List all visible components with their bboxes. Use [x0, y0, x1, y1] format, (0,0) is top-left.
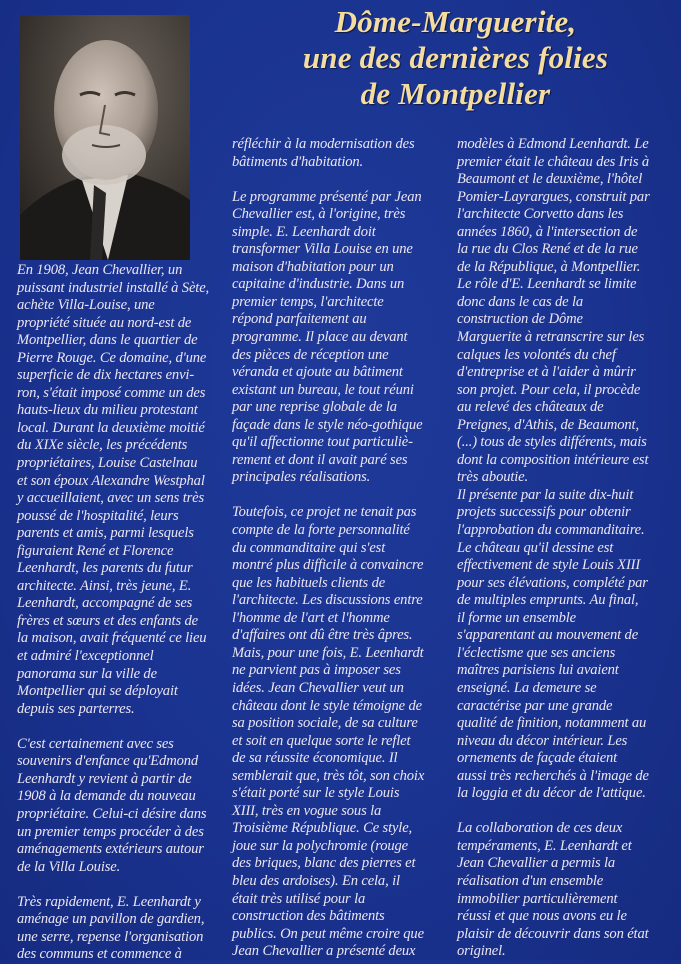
text-line: projets successifs pour obtenir	[457, 504, 631, 521]
text-line: son projet. Pour cela, il procède	[457, 381, 641, 398]
text-line: la rue du Clos René et de la rue	[457, 241, 638, 258]
text-line: et son époux Alexandre Westphal	[17, 472, 205, 489]
text-line: Le château qu'il dessine est	[457, 539, 614, 556]
text-line: construction des bâtiments	[232, 908, 385, 925]
text-line: sa position sociale, de sa culture	[232, 715, 418, 732]
text-line: était très utilisé pour la	[232, 890, 366, 907]
text-line: l'architecte Corvetto dans les	[457, 206, 624, 223]
text-line: Leenhardt, accompagné de ses	[17, 595, 193, 612]
paragraph	[232, 189, 424, 487]
text-line: poussé de l'hospitalité, leurs	[17, 507, 179, 524]
text-line: Toutefois, ce projet ne tenait pas	[232, 504, 417, 521]
text-line: Montpellier, dans le quartier de	[17, 332, 198, 349]
paragraph	[457, 820, 650, 960]
text-line: propriété située au nord-est de	[17, 314, 192, 331]
paragraph	[17, 894, 209, 964]
text-line: par une reprise globale de la	[232, 399, 397, 416]
title-line: de Montpellier	[360, 76, 551, 111]
text-line: puissant industriel installé à Sète,	[17, 279, 210, 296]
text-line: l'homme de l'art et l'homme	[232, 609, 390, 626]
text-line: Beaumont et le deuxième, l'hôtel	[457, 171, 643, 188]
text-line: des pièces de réception une	[232, 346, 389, 363]
text-line: principales réalisations.	[232, 469, 371, 486]
text-line: tempéraments, E. Leenhardt et	[457, 837, 632, 854]
text-line: une serre, repense l'organisation	[17, 928, 204, 945]
text-line: Jean Chevallier a présenté deux	[232, 943, 416, 960]
text-line: s'était porté sur le style Louis	[232, 785, 400, 802]
text-line: bâtiments d'habitation.	[232, 153, 364, 170]
text-line: immobilier particulièrement	[457, 890, 618, 907]
text-line: programme. Il place au devant	[232, 329, 408, 346]
text-line: la maison, avait fréquenté ce lieu	[17, 630, 207, 647]
text-line: joue sur la polychromie (rouge	[232, 837, 408, 854]
text-line: (...) tous de styles différents, mais	[457, 434, 647, 451]
paragraph	[17, 736, 209, 876]
text-line: local. Durant la deuxième moitié	[17, 419, 205, 436]
text-line: propriétaires, Louise Castelnau	[17, 455, 198, 472]
text-line: un premier temps procéder à des	[17, 823, 204, 840]
title-line: Dôme-Marguerite,	[334, 4, 577, 39]
paragraph-spacer	[17, 876, 209, 894]
text-line: compte de la forte personnalité	[232, 522, 410, 539]
text-line: Le programme présenté par Jean	[232, 188, 422, 205]
paragraph	[232, 136, 424, 171]
text-line: frères et sœurs et des enfants de	[17, 612, 198, 629]
text-line: de la Villa Louise.	[17, 858, 121, 875]
text-line: réfléchir à la modernisation des	[232, 136, 415, 152]
text-line: d'entreprise et à l'aider à mûrir	[457, 364, 636, 381]
text-line: d'affaires ont dû être très âpres.	[232, 627, 413, 644]
text-line: publics. On peut même croire que	[232, 925, 424, 942]
text-line: il forme un ensemble	[457, 609, 576, 626]
text-line: XIII, très en vogue sous la	[232, 802, 382, 819]
text-line: originel.	[457, 943, 506, 960]
text-line: aménage un pavillon de gardien,	[17, 911, 205, 928]
text-line: ne parvient pas à imposer ses	[232, 662, 401, 679]
paragraph-spacer	[457, 803, 650, 821]
text-line: En 1908, Jean Chevallier, un	[17, 262, 183, 278]
text-line: répond parfaitement au	[232, 311, 367, 328]
portrait-illustration	[20, 15, 190, 260]
text-line: achète Villa-Louise, une	[17, 297, 155, 314]
text-line: Chevallier est, à l'origine, très	[232, 206, 406, 223]
portrait-photo	[20, 15, 190, 260]
text-line: panorama sur la ville de	[17, 665, 157, 682]
text-line: rement et dont il avait paré ses	[232, 451, 408, 468]
text-line: y accueillaient, avec un sens très	[17, 490, 204, 507]
text-line: Troisième République. Ce style,	[232, 820, 413, 837]
text-line: enseigné. La demeure se	[457, 679, 597, 696]
text-line: ornements de façade étaient	[457, 750, 618, 767]
text-line: de multiples emprunts. Au final,	[457, 592, 639, 609]
text-line: La collaboration de ces deux	[457, 820, 623, 837]
text-line: existant un bureau, le tout réuni	[232, 381, 414, 398]
text-line: la loggia et du décor de l'attique.	[457, 785, 646, 802]
text-line: du commanditaire qui s'est	[232, 539, 386, 556]
text-line: superficie de dix hectares envi-	[17, 367, 195, 384]
article-title	[230, 4, 681, 112]
text-line: maison d'habitation pour un	[232, 258, 394, 275]
text-line: Mais, pour une fois, E. Leenhardt	[232, 644, 424, 661]
text-line: Il présente par la suite dix-huit	[457, 486, 634, 503]
text-line: au relevé des châteaux de	[457, 399, 604, 416]
text-line: l'architecte. Les discussions entre	[232, 592, 423, 609]
text-line: Leenhardt y revient à partir de	[17, 770, 192, 787]
text-line: Leenhardt, les parents du futur	[17, 560, 193, 577]
text-line: Pierre Rouge. Ce domaine, d'une	[17, 349, 207, 366]
text-line: château dont le style témoigne de	[232, 697, 422, 714]
text-line: niveau du décor intérieur. Les	[457, 732, 628, 749]
text-line: propriétaire. Celui-ci désire dans	[17, 805, 207, 822]
text-line: Marguerite à retranscrire sur les	[457, 329, 645, 346]
text-line: 1908 à la demande du nouveau	[17, 788, 196, 805]
text-line: s'apparentant au mouvement de	[457, 627, 639, 644]
text-line: architecte. Ainsi, très jeune, E.	[17, 577, 192, 594]
text-line: Le rôle d'E. Leenhardt se limite	[457, 276, 637, 293]
text-line: idées. Jean Chevallier veut un	[232, 679, 404, 696]
text-line: premier était le château des Iris à	[457, 153, 649, 170]
text-line: dont la composition intérieure est	[457, 451, 649, 468]
text-line: semblerait que, très tôt, son choix	[232, 767, 425, 784]
paragraph-spacer	[232, 487, 424, 505]
paragraph	[232, 504, 424, 960]
text-line: effectivement de style Louis XIII	[457, 557, 641, 574]
text-line: caractérise par une grande	[457, 697, 613, 714]
text-line: Preignes, d'Athis, de Beaumont,	[457, 416, 639, 433]
text-line: qualité de finition, notamment au	[457, 715, 647, 732]
paragraph-spacer	[232, 171, 424, 189]
text-line: réalisation d'un ensemble	[457, 872, 604, 889]
text-line: très aboutie.	[457, 469, 529, 486]
text-line: maîtres parisiens lui avaient	[457, 662, 619, 679]
text-line: Jean Chevallier a permis la	[457, 855, 616, 872]
text-line: pour ses élévations, complété par	[457, 574, 648, 591]
text-line: plaisir de découvrir dans son état	[457, 925, 649, 942]
text-line: parents et amis, parmi lesquels	[17, 525, 194, 542]
text-line: C'est certainement avec ses	[17, 735, 174, 752]
text-line: Pomier-Layrargues, construit par	[457, 188, 650, 205]
text-column-3	[457, 136, 650, 961]
paragraph	[457, 487, 650, 803]
text-column-1	[17, 262, 209, 964]
text-line: véranda et ajoute au bâtiment	[232, 364, 403, 381]
text-line: qu'il affectionne tout particuliè-	[232, 434, 413, 451]
text-line: depuis ses parterres.	[17, 700, 135, 717]
text-line: simple. E. Leenhardt doit	[232, 223, 376, 240]
text-line: et soit en quelque sorte le reflet	[232, 732, 411, 749]
text-line: souvenirs d'enfance qu'Edmond	[17, 753, 199, 770]
text-line: Très rapidement, E. Leenhardt y	[17, 893, 201, 910]
text-line: de sa réussite économique. Il	[232, 750, 398, 767]
text-line: de la République, à Montpellier.	[457, 258, 641, 275]
text-line: modèles à Edmond Leenhardt. Le	[457, 136, 649, 152]
text-line: figuraient René et Florence	[17, 542, 174, 559]
text-line: façade dans le style néo-gothique	[232, 416, 423, 433]
text-line: donc dans le cas de la	[457, 293, 583, 310]
paragraph	[457, 136, 650, 487]
text-line: aussi très recherchés à l'image de	[457, 767, 649, 784]
text-column-2	[232, 136, 424, 961]
text-line: que les habituels clients de	[232, 574, 386, 591]
text-line: l'éclectisme que ses anciens	[457, 644, 616, 661]
title-line: une des dernières folies	[302, 40, 609, 75]
text-line: des communs et commence à	[17, 946, 182, 963]
text-line: des briques, blanc des pierres et	[232, 855, 416, 872]
text-line: capitaine d'industrie. Dans un	[232, 276, 405, 293]
text-line: premier temps, l'architecte	[232, 293, 384, 310]
text-line: ron, s'était imposé comme un des	[17, 384, 206, 401]
text-line: années 1860, à l'intersection de	[457, 223, 638, 240]
text-line: bleu des ardoises). En cela, il	[232, 872, 400, 889]
text-line: l'approbation du commanditaire.	[457, 522, 645, 539]
paragraph-spacer	[17, 718, 209, 736]
paragraph	[17, 262, 209, 718]
text-line: du XIXe siècle, les précédents	[17, 437, 188, 454]
text-line: réussi et que nous avons eu le	[457, 908, 627, 925]
text-line: calques les volontés du chef	[457, 346, 616, 363]
text-line: hauts-lieux du milieu protestant	[17, 402, 198, 419]
text-line: montré plus difficile à convaincre	[232, 557, 424, 574]
text-line: et admiré l'exceptionnel	[17, 648, 154, 665]
text-line: Montpellier qui se déployait	[17, 683, 178, 700]
text-line: transformer Villa Louise en une	[232, 241, 413, 258]
text-line: aménagements extérieurs autour	[17, 841, 204, 858]
text-line: construction de Dôme	[457, 311, 583, 328]
